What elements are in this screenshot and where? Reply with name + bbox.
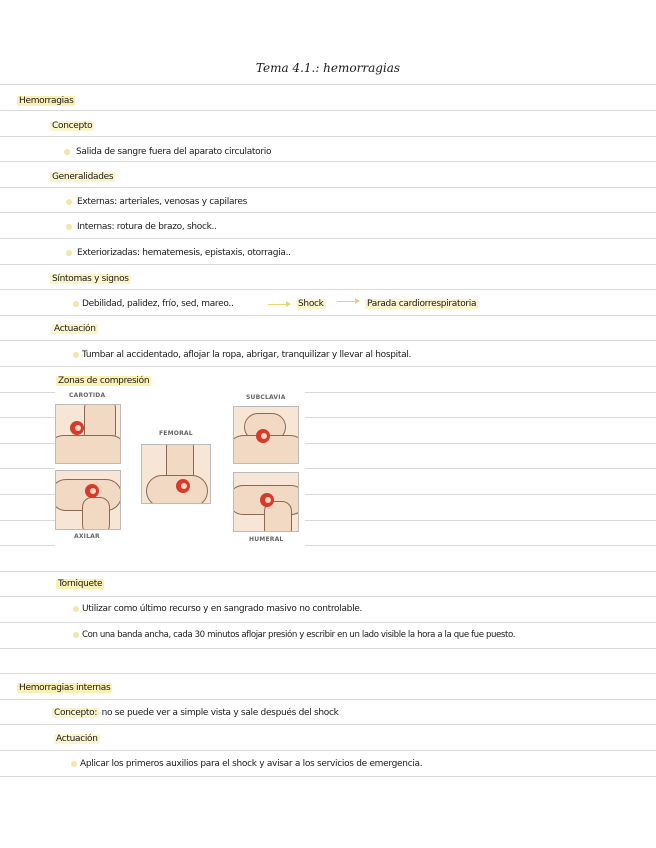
bullet-icon [66,250,72,256]
bullet-icon [66,199,72,205]
axilar-illustration [55,470,121,530]
label-axilar: AXILAR [74,533,100,540]
generalidades-item: Externas: arteriales, venosas y capilares [77,197,248,207]
bullet-icon [71,761,77,767]
actuacion-internas-text: Aplicar los primeros auxilios para el shock y avisar a los servicios de emergencia. [80,759,423,769]
parada-label: Parada cardiorrespiratoria [367,299,477,309]
pressure-point-icon [70,421,84,435]
actuacion-label: Actuación [54,324,96,334]
bullet-icon [73,606,79,612]
zonas-label: Zonas de compresión [58,376,150,386]
label-carotida: CAROTIDA [69,392,106,399]
sintomas-label: Síntomas y signos [52,274,129,284]
arrow-right-icon [337,301,359,302]
page-title: Tema 4.1.: hemorragias [255,61,401,75]
actuacion-text: Tumbar al accidentado, aflojar la ropa, abrigar, tranquilizar y llevar al hospital. [82,350,412,360]
carotida-illustration [55,404,121,464]
torniquete-item: Utilizar como último recurso y en sangrado masivo no controlable. [82,604,363,614]
femoral-illustration [141,444,211,504]
generalidades-item: Exteriorizadas: hematemesis, epistaxis, otorragia.. [77,248,291,258]
concepto-internas-text: no se puede ver a simple vista y sale después del shock [101,708,339,718]
actuacion-internas-label: Actuación [56,734,98,744]
bullet-icon [73,301,79,307]
pressure-point-icon [85,484,99,498]
pressure-point-icon [176,479,190,493]
section-heading-hemorragias-internas: Hemorragias internas [19,683,111,693]
concepto-internas-label: Concepto: [54,708,98,718]
pressure-point-icon [260,493,274,507]
shock-label: Shock [298,299,324,309]
label-humeral: HUMERAL [249,536,284,543]
pressure-point-icon [256,429,270,443]
generalidades-item: Internas: rotura de brazo, shock.. [77,222,217,232]
arrow-right-icon [268,304,290,305]
concepto-text: Salida de sangre fuera del aparato circulatorio [76,147,272,157]
label-femoral: FEMORAL [159,430,193,437]
humeral-illustration [233,472,299,532]
label-subclavia: SUBCLAVIA [246,394,286,401]
compression-points-figure [55,390,305,550]
torniquete-item: Con una banda ancha, cada 30 minutos aflojar presión y escribir en un lado visible la hora a la que fue puesto. [82,630,516,640]
bullet-icon [64,149,70,155]
bullet-icon [66,224,72,230]
torniquete-label: Torniquete [58,579,103,589]
bullet-icon [73,632,79,638]
subclavia-illustration [233,406,299,464]
generalidades-label: Generalidades [52,172,114,182]
bullet-icon [73,352,79,358]
concepto-label: Concepto [52,121,93,131]
sintomas-text: Debilidad, palidez, frío, sed, mareo.. [82,299,234,309]
section-heading-hemorragias: Hemorragias [19,96,74,106]
